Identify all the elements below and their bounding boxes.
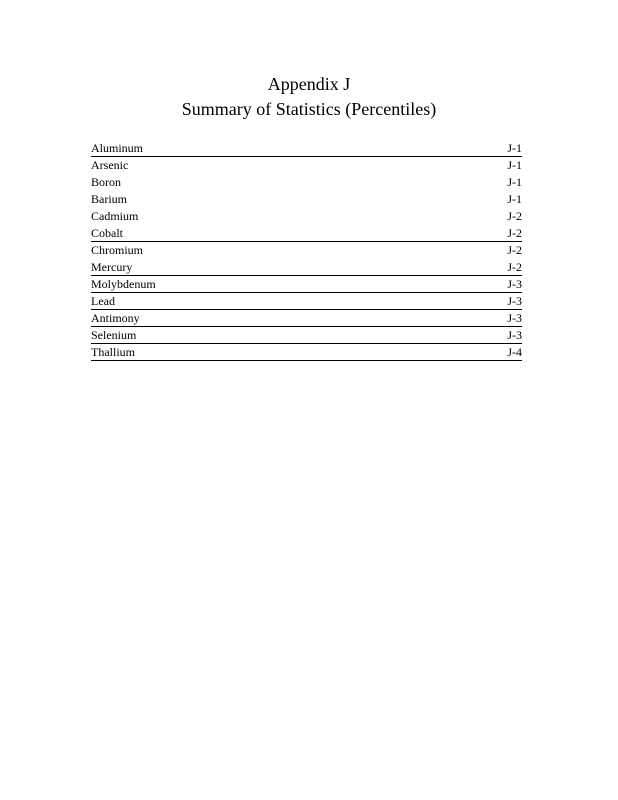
toc-entry-page[interactable]: J-1	[507, 175, 522, 189]
toc-entry-label[interactable]: Chromium	[91, 243, 144, 257]
toc-entry-label[interactable]: Cadmium	[91, 209, 139, 223]
toc-entry-page[interactable]: J-1	[507, 192, 522, 206]
toc-entry-label[interactable]: Antimony	[91, 311, 140, 325]
toc-entry[interactable]	[91, 259, 522, 276]
toc-entry[interactable]	[91, 310, 522, 327]
toc-entry-label[interactable]: Aluminum	[91, 141, 144, 155]
toc-entry-page[interactable]: J-2	[507, 209, 522, 223]
toc-entry-label[interactable]: Lead	[91, 294, 115, 308]
toc-entry-label[interactable]: Cobalt	[91, 226, 123, 240]
toc-entry[interactable]	[91, 191, 522, 208]
toc-entry-page[interactable]: J-4	[507, 345, 522, 359]
toc-entry-label[interactable]: Barium	[91, 192, 127, 206]
toc-entry-label[interactable]: Mercury	[91, 260, 133, 274]
toc-entry-page[interactable]: J-3	[507, 328, 522, 342]
toc-entry-label[interactable]: Selenium	[91, 328, 137, 342]
toc-entry-label[interactable]: Boron	[91, 175, 121, 189]
toc-entry[interactable]	[91, 293, 522, 310]
toc-entry[interactable]	[91, 327, 522, 344]
toc-entry-page[interactable]: J-2	[507, 243, 522, 257]
table-of-contents	[91, 140, 522, 361]
toc-entry[interactable]	[91, 140, 522, 157]
toc-entry[interactable]	[91, 174, 522, 191]
toc-entry-page[interactable]: J-3	[507, 311, 522, 325]
toc-entry-page[interactable]: J-1	[507, 141, 522, 155]
toc-entry-label[interactable]: Arsenic	[91, 158, 129, 172]
toc-entry[interactable]	[91, 208, 522, 225]
toc-entry-page[interactable]: J-2	[507, 226, 522, 240]
toc-entry-page[interactable]: J-1	[507, 158, 522, 172]
toc-entry[interactable]	[91, 344, 522, 361]
toc-entry[interactable]	[91, 242, 522, 259]
toc-entry[interactable]	[91, 276, 522, 293]
appendix-title: Appendix J	[267, 74, 351, 94]
toc-entry-label[interactable]: Thallium	[91, 345, 135, 359]
toc-entry-page[interactable]: J-3	[507, 294, 522, 308]
appendix-subtitle: Summary of Statistics (Percentiles)	[181, 99, 437, 119]
toc-entry[interactable]	[91, 225, 522, 242]
toc-entry-label[interactable]: Molybdenum	[91, 277, 156, 291]
toc-entry-page[interactable]: J-2	[507, 260, 522, 274]
toc-entry-page[interactable]: J-3	[507, 277, 522, 291]
toc-entry[interactable]	[91, 157, 522, 174]
